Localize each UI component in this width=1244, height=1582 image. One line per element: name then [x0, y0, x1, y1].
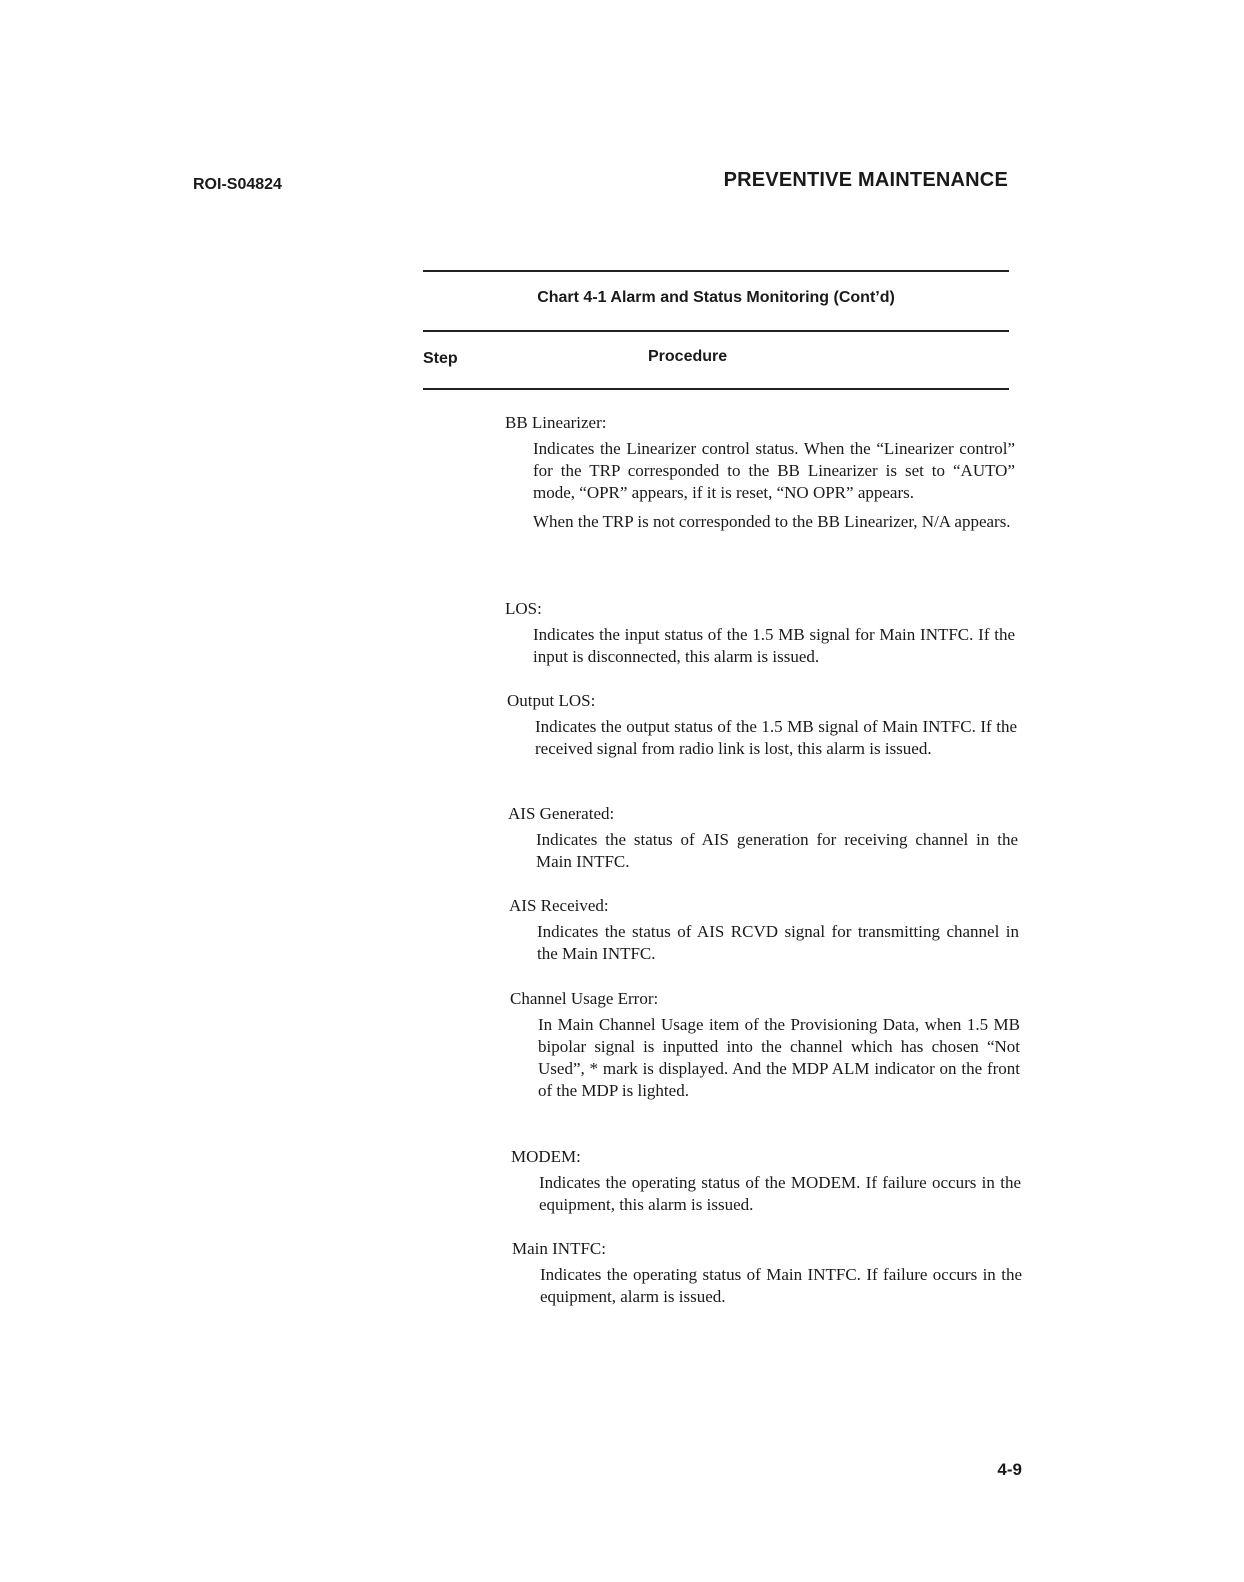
entry-paragraph: Indicates the input status of the 1.5 MB signal for Main INTFC. If the input is disconnected, this alarm is issued.: [533, 625, 1015, 666]
entry-main-intfc: [512, 1238, 1022, 1315]
entry-channel-usage-error: [510, 988, 1020, 1109]
header-rule: [423, 330, 1009, 332]
doc-id: ROI-S04824: [193, 176, 282, 193]
entry-paragraph: Indicates the status of AIS generation for receiving channel in the Main INTFC.: [536, 830, 1018, 871]
entry-modem: [511, 1146, 1021, 1223]
entry-paragraph: Indicates the output status of the 1.5 MB signal of Main INTFC. If the received signal from radio link is lost, this alarm is issued.: [535, 717, 1017, 758]
section-title: PREVENTIVE MAINTENANCE: [723, 169, 1008, 191]
entry-heading: AIS Received:: [509, 896, 609, 915]
entry-paragraph: Indicates the operating status of Main INTFC. If failure occurs in the equipment, alarm is issued.: [540, 1265, 1022, 1306]
entry-paragraph: Indicates the operating status of the MODEM. If failure occurs in the equipment, this alarm is issued.: [539, 1173, 1021, 1214]
top-rule: [423, 270, 1009, 272]
column-step-header: Step: [423, 350, 458, 367]
entry-los: [505, 598, 1015, 675]
entry-heading: Main INTFC:: [512, 1239, 606, 1258]
entry-output-los: [507, 690, 1017, 767]
entry-paragraph: Indicates the Linearizer control status. When the “Linearizer control” for the TRP corresponded to the BB Linearizer is set to “AUTO” mode, “OPR” appears, if it is reset, “NO OPR” appears.: [533, 439, 1015, 502]
entry-paragraph: When the TRP is not corresponded to the BB Linearizer, N/A appears.: [533, 512, 1011, 531]
column-procedure-header: Procedure: [648, 348, 728, 365]
entry-ais-generated: [508, 803, 1018, 880]
entry-heading: Output LOS:: [507, 691, 596, 710]
entry-paragraph: In Main Channel Usage item of the Provisioning Data, when 1.5 MB bipolar signal is inputted into the channel which has chosen “Not Used”, * mark is displayed. And the MDP ALM indicator on the front of the MDP is lighted.: [538, 1015, 1020, 1100]
body-rule: [423, 388, 1009, 390]
page-number: 4-9: [997, 1460, 1022, 1479]
entry-ais-received: [509, 895, 1019, 972]
entry-heading: Channel Usage Error:: [510, 989, 659, 1008]
chart-title: Chart 4-1 Alarm and Status Monitoring (Cont’d): [537, 289, 895, 306]
entry-heading: MODEM:: [511, 1147, 581, 1166]
entry-heading: BB Linearizer:: [505, 413, 607, 432]
entry-bb-linearizer: [505, 412, 1015, 540]
entry-heading: AIS Generated:: [508, 804, 615, 823]
entry-paragraph: Indicates the status of AIS RCVD signal for transmitting channel in the Main INTFC.: [537, 922, 1019, 963]
entry-heading: LOS:: [505, 599, 542, 618]
